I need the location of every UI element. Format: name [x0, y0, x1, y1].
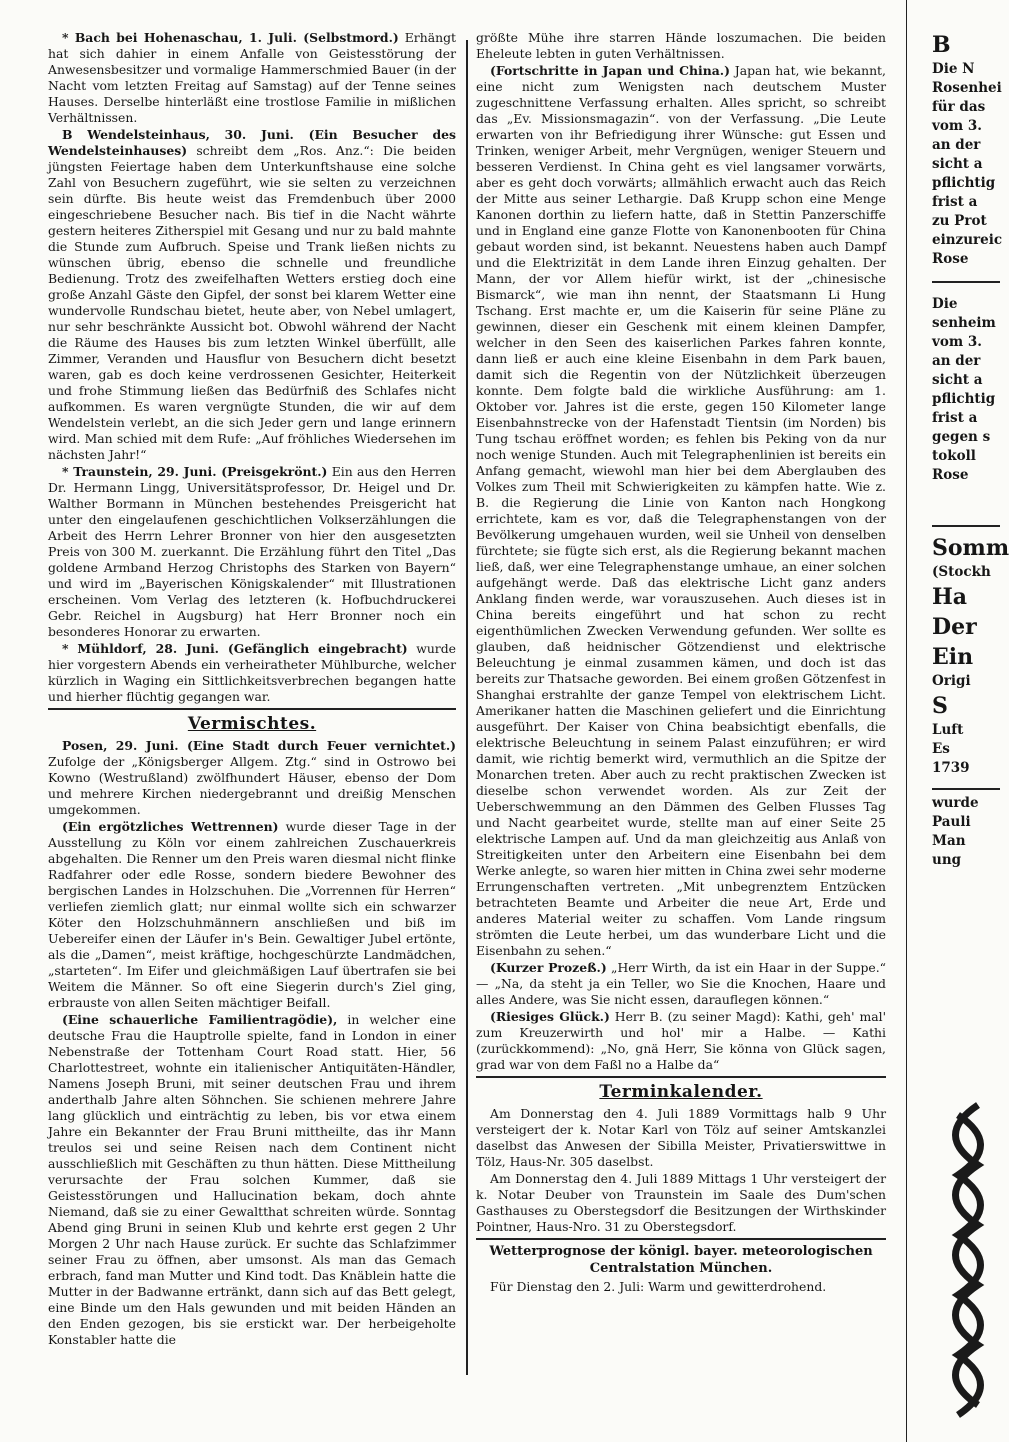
section-title-vermischtes: Vermischtes. [187, 714, 317, 734]
weather-heading: Wetterprognose der königl. bayer. meteorologischen Centralstation München. [489, 1244, 873, 1276]
weather-forecast: Für Dienstag den 2. Juli: Warm und gewitterdrohend. [490, 1279, 827, 1294]
fragment-line: Rose [932, 467, 969, 483]
fragment-line: S [932, 693, 948, 719]
article-text: Japan hat, wie bekannt, eine nicht zum Wenigsten nach deutschem Muster zugeschnittene Verfassung erhalten. Alles spricht, so schreibt das „Ev. Missionsmagazin“. von der Verfassung. „Die Leute erwarten von ihr Befriedigung ihrer Wünsche: gut Essen und Trinken, weniger Arbeit, mehr Vergnügen, weniger Steuern und besseren Verdienst. In China geht es viel langsamer vorwärts, aber es geht doch vorwärts; allmählich erwacht auch das Reich der Mitte aus seiner Lethargie. Daß Krupp schon eine Menge Kanonen dorthin zu liefern hatte, daß in Stettin Panzerschiffe und in England eine ganze Flotte von Kanonenbooten für China gebaut worden sind, ist bekannt. Neuestens haben auch Dampf und die Elektrizität in dem Lande ihren Einzug gehalten. Der Mann, der vor Allem hiefür wirkt, ist der „chinesische Bismarck“, wie man ihn nennt, der Staatsmann Li Hung Tschang. Erst machte er, um die Kaiserin für seine Pläne zu gewinnen, dieser ein Geschenk mit einem kleinen Dampfer, welcher in den Seen des kaiserlichen Parkes fahren konnte, dann ließ er auch eine kleine Eisenbahn in dem Park bauen, damit sich die Regentin von der Nützlichkeit überzeugen konnte. Dem folgte bald die wirkliche Ausführung: am 1. Oktober vor. Jahres ist die erste, gegen 150 Kilometer lange Eisenbahnstrecke von der Hafenstadt Tientsin (im Norden) bis Tung tschau eröffnet worden; es fehlen bis Peking von da nur noch wenige Stunden. Auch mit Telegraphenlinien ist bereits ein Anfang gemacht, wiewohl man hier bei dem Aberglauben des Volkes zum Theil mit Schwierigkeiten zu kämpfen hatte. Wie z. B. die Regierung die Linie von Kanton nach Hongkong errichtete, kam es vor, daß die Telegraphenstangen von der Bevölkerung umgehauen wurden, weil sie Unheil von denselben fürchtete; sie fügte sich erst, als die Regierung bekannt machen ließ, daß, wer eine Telegraphenstange umhaue, an einer solchen aufgehängt werde. Daß das elektrische Licht ganz anders Anklang finden werde, war vorauszusehen. Auch dieses ist in China bereits eingeführt und hat schon zu recht eigenthümlichen Zwecken Verwendung gefunden. Wer sollte es glauben, daß heidnischer Götzendienst und elektrische Beleuchtung je einmal zusammen kämen, und doch ist das bereits zur Thatsache geworden. Bei einem großen Götzenfest in Shanghai erstrahlte der ganze Tempel von elektrischem Licht. Amerikaner hatten die Maschinen geliefert und die Einrichtung ausgeführt. Der Kaiser von China beabsichtigt ebenfalls, die elektrische Beleuchtung in seinem Palast einzuführen; er wird damit, wie richtig bemerkt wird, vermuthlich an die Spitze der Monarchen treten. Aber auch zu recht praktischen Zwecken ist dieselbe schon verwendet worden. Als zur Zeit der Ueberschwemmung an den Dämmen des Gelben Flusses Tag und Nacht gearbeitet wurde, stellte man auf einer Seite 25 elektrische Lampen auf. Und da man gleichzeitig aus Anlaß von Streitigkeiten unter den Arbeitern eine Eisenbahn bei dem Werke anlegte, so waren hier mitten in China zwei sehr moderne Errungenschaften vertreten. „Mit unbegrenztem Entzücken betrachteten Beamte und Arbeiter die neue Art, Erde und anderes Material weiter zu schaffen. Vom Lande ringsum strömten die Leute herbei, um das wunderbare Licht und die Eisenbahn zu sehen.“ [476, 63, 886, 958]
fragment-line: zu Prot [932, 213, 987, 229]
article-heading: (Kurzer Prozeß.) [490, 960, 607, 975]
section-divider [932, 525, 1000, 527]
section-divider [476, 1238, 886, 1240]
article-posen [48, 738, 456, 818]
article-text: wurde hier vorgestern Abends ein verheiratheter Mühlburche, welcher kürzlich in Waging ein Sittlichkeitsverbrechen begangen hatte und hierher flüchtig gegangen war. [48, 641, 456, 704]
article-wendelstein [48, 127, 456, 463]
article-text: wurde dieser Tage in der Ausstellung zu Köln vor einem zahlreichen Zuschauerkreis abgehalten. Die Renner um den Preis waren diesmal nicht flinke Radfahrer oder edle Rosse, sondern biedere Bewohner des bergischen Landes in Holzschuhen. Die „Vorrennen für Herren“ verliefen ziemlich glatt; nur einmal wollte sich ein schwarzer Köter den Holzschuhmännern anschließen und biß im Uebereifer einen der Läufer in's Bein. Gewaltiger Jubel ertönte, als die „Damen“, meist kräftige, hochgeschürzte Landmädchen, „starteten“. Im Eifer und gleichmäßigen Lauf übertrafen sie bei Weitem die Männer. So oft eine Siegerin durch's Ziel ging, erbrauste von allen Seiten mächtiger Beifall. [48, 819, 456, 1010]
fragment-line: Ein [932, 644, 974, 670]
article-text: Ein aus den Herren Dr. Hermann Lingg, Universitätsprofessor, Dr. Heigel und Dr. Walther Bormann in München bestehendes Preisgericht hat unter den eingelaufenen geschichtlichen Volkserzählungen die Arbeit des Herrn Lehrer Bronner von hier den ausgesetzten Preis von 300 M. zuerkannt. Die Erzählung führt den Titel „Das goldene Armband Herzog Christophs des Starken von Bayern“ und wird im „Bayerischen Königskalender“ mit Illustrationen erscheinen. Vom Verlag des letzteren (k. Hofbuchdruckerei Gebr. Reichel in Augsburg) hat Herr Bronner noch ein besonderes Honorar zu erwarten. [48, 464, 456, 639]
article-traunstein [48, 464, 456, 640]
column-right-fragment [932, 30, 1009, 870]
article-kurzer-prozess [476, 960, 886, 1008]
fragment-line: wurde [932, 795, 979, 811]
section-divider [476, 1076, 886, 1078]
section-divider [932, 788, 1000, 790]
fragment-line: tokoll [932, 448, 976, 464]
fragment-line: Luft [932, 722, 964, 738]
fragment-line: einzureic [932, 232, 1003, 248]
fragment-ad [932, 533, 1009, 778]
article-text: „Herr Wirth, da ist ein Haar in der Suppe.“ — „Na, da steht ja ein Teller, wo Sie die Knochen, Haare und alles Andere, was Sie nicht essen, darauflegen können.“ [476, 960, 886, 1007]
article-text: Herr B. (zu seiner Magd): Kathi, geh' mal' zum Kreuzerwirth und hol' mir a Halbe. — Kathi (zurückkommend): „No, gnä Herr, Sie könna von Glück sagen, grad war von dem Faßl no a Halbe da“ [476, 1009, 886, 1072]
column-rule-left [466, 40, 468, 1375]
column-left [48, 30, 456, 1349]
article-heading: B Wendelsteinhaus, 30. Juni. (Ein Besucher des Wendelsteinhauses) [48, 127, 456, 158]
article-text: schreibt dem „Ros. Anz.“: Die beiden jüngsten Feiertage haben dem Unterkunftshause eine solche Zahl von Besuchern zugeführt, wie sie selten zu verzeichnen sein dürfte. Bis heute weist das Fremdenbuch über 2000 eingeschriebene Besucher nach. Bis tief in die Nacht währte gestern heiteres Zitherspiel mit Gesang und nur zu bald mahnte die Stunde zum Aufbruch. Speise und Trank ließen nichts zu wünschen übrig, ebenso die schnelle und freundliche Bedienung. Trotz des zweifelhaften Wetters erstieg doch eine große Anzahl Gäste den Gipfel, der sonst bei klarem Wetter eine wundervolle Rundschau bietet, heute aber, von Nebel umlagert, nur sehr beschränkte Aussicht bot. Obwohl während der Nacht die Räume des Hauses bis zum letzten Winkel überfüllt, alle Zimmer, Veranden und Hausflur von Besuchern dicht besetzt waren, gab es doch keine verdrossenen Gesichter, Heiterkeit und frohe Stimmung ließen das Bedürfniß des Schlafes nicht aufkommen. Es waren vergnügte Stunden, die wir auf dem Wendelstein verlebt, an die sich Jeder gern und lange erinnern wird. Man schied mit dem Rufe: „Auf fröhliches Wiedersehen im nächsten Jahr!“ [48, 143, 456, 462]
article-heading: (Riesiges Glück.) [490, 1009, 610, 1024]
fragment-line: Origi [932, 673, 971, 689]
fragment-line: Rosenhei [932, 80, 1002, 96]
fragment-heading: B [932, 32, 951, 58]
article-heading: * Mühldorf, 28. Juni. (Gefänglich eingebracht) [62, 641, 408, 656]
article-heading: (Fortschritte in Japan und China.) [490, 63, 730, 78]
termin-entry-1: Am Donnerstag den 4. Juli 1889 Vormittags halb 9 Uhr versteigert der k. Notar Karl von Tölz auf seiner Amtskanzlei daselbst das Anwesen der Sibilla Meister, Privatierswittwe in Tölz, Haus-Nr. 305 daselbst. [476, 1106, 886, 1169]
fragment-line: an der [932, 137, 981, 153]
article-bach [48, 30, 456, 126]
article-text: Zufolge der „Königsberger Allgem. Ztg.“ sind in Ostrowo bei Kowno (Westrußland) zwölfhundert Häuser, ebenso der Dom und mehrere Kirchen niedergebrannt und dreißig Menschen umgekommen. [48, 754, 456, 817]
article-muehldorf [48, 641, 456, 705]
article-wettrennen [48, 819, 456, 1011]
fragment-block-2 [932, 295, 1000, 485]
fragment-line: (Stockh [932, 564, 991, 580]
article-text: Erhängt hat sich dahier in einem Anfalle von Geistesstörung der Anwesensbesitzer und vormalige Hammerschmied Bauer (in der Nacht vom letzten Freitag auf Samstag) auf der Tenne seines Hauses. Derselbe hinterläßt eine trostlose Familie in mißlichen Verhältnissen. [48, 30, 456, 125]
fragment-line: gegen s [932, 429, 991, 445]
fragment-line: Die N [932, 61, 975, 77]
fragment-block-3 [932, 794, 1000, 870]
fragment-line: Somm [932, 535, 1009, 561]
article-text: in welcher eine deutsche Frau die Hauptrolle spielte, fand in London in einer Nebenstraße der Tottenham Court Road statt. Hier, 56 Charlottestreet, wohnte ein italienischer Antiquitäten-Händler, Namens Joseph Bruni, mit seiner deutschen Frau und ihrem anderthalb Jahre alten Söhnchen. Sie schienen mehrere Jahre lang glücklich und einträchtig zu leben, bis vor etwa einem Jahre ein Bekannter der Frau Bruni mittheilte, das ihr Mann treulos sei und seine Reisen nach dem Continent nicht ausschließlich mit Geschäften zu thun hätten. Diese Mittheilung verursachte der Frau solchen Kummer, daß sie Geistesstörungen und Hallucination bekam, doch ahnte Niemand, daß sie zu einer Gewaltthat schreiten würde. Sonntag Abend ging Bruni in seinen Klub und kehrte erst gegen 2 Uhr Morgen 2 Uhr nach Hause zurück. Er suchte das Schlafzimmer seiner Frau zu öffnen, aber umsonst. Als man das Gemach erbrach, fand man Mutter und Kind todt. Das Knäblein hatte die Mutter in der Badwanne ertränkt, dann sich auf das Bett gelegt, eine Binde um den Hals gewunden und mit beiden Händen an den Enden gezogen, bis sie erstickt war. Der herbeigeholte Konstabler hatte die [48, 1012, 456, 1347]
fragment-line: senheim [932, 315, 996, 331]
fragment-line: Die [932, 296, 958, 312]
article-familientragoedie [48, 1012, 456, 1348]
fragment-line: pflichtig [932, 175, 996, 191]
article-text: größte Mühe ihre starren Hände loszumachen. Die beiden Eheleute lebten in guten Verhältnissen. [476, 30, 886, 61]
article-heading: * Bach bei Hohenaschau, 1. Juli. (Selbstmord.) [62, 30, 399, 45]
section-title-terminkalender: Terminkalender. [599, 1082, 763, 1102]
fragment-line: Es [932, 741, 950, 757]
section-divider [48, 708, 456, 710]
article-japan-china [476, 63, 886, 959]
fragment-line: 1739 [932, 760, 970, 776]
section-divider [932, 281, 1000, 283]
decorative-border-ornament [938, 1105, 998, 1415]
article-heading: * Traunstein, 29. Juni. (Preisgekrönt.) [62, 464, 328, 479]
fragment-line: Rose [932, 251, 969, 267]
fragment-line: frist a [932, 410, 978, 426]
article-riesiges-glueck [476, 1009, 886, 1073]
fragment-line: ung [932, 852, 962, 868]
fragment-line: sicht a [932, 156, 983, 172]
fragment-line: pflichtig [932, 391, 996, 407]
fragment-line: Man [932, 833, 966, 849]
fragment-line: Ha [932, 584, 968, 610]
article-continuation [476, 30, 886, 62]
article-heading: (Ein ergötzliches Wettrennen) [62, 819, 279, 834]
article-heading: (Eine schauerliche Familientragödie), [62, 1012, 338, 1027]
fragment-line: frist a [932, 194, 978, 210]
fragment-line: sicht a [932, 372, 983, 388]
fragment-line: Der [932, 614, 977, 640]
fragment-line: vom 3. [932, 118, 982, 134]
column-rule-right [906, 0, 907, 1442]
fragment-line: an der [932, 353, 981, 369]
termin-entry-2: Am Donnerstag den 4. Juli 1889 Mittags 1 Uhr versteigert der k. Notar Deuber von Traunstein im Saale des Dum'schen Gasthauses zu Oberstegsdorf die Besitzungen der Wirthskinder Pointner, Haus-Nro. 31 zu Oberstegsdorf. [476, 1171, 886, 1234]
fragment-line: für das [932, 99, 986, 115]
column-middle [476, 30, 886, 1296]
article-heading: Posen, 29. Juni. (Eine Stadt durch Feuer vernichtet.) [62, 738, 456, 753]
fragment-block-1 [932, 60, 1003, 269]
fragment-line: vom 3. [932, 334, 982, 350]
fragment-line: Pauli [932, 814, 971, 830]
